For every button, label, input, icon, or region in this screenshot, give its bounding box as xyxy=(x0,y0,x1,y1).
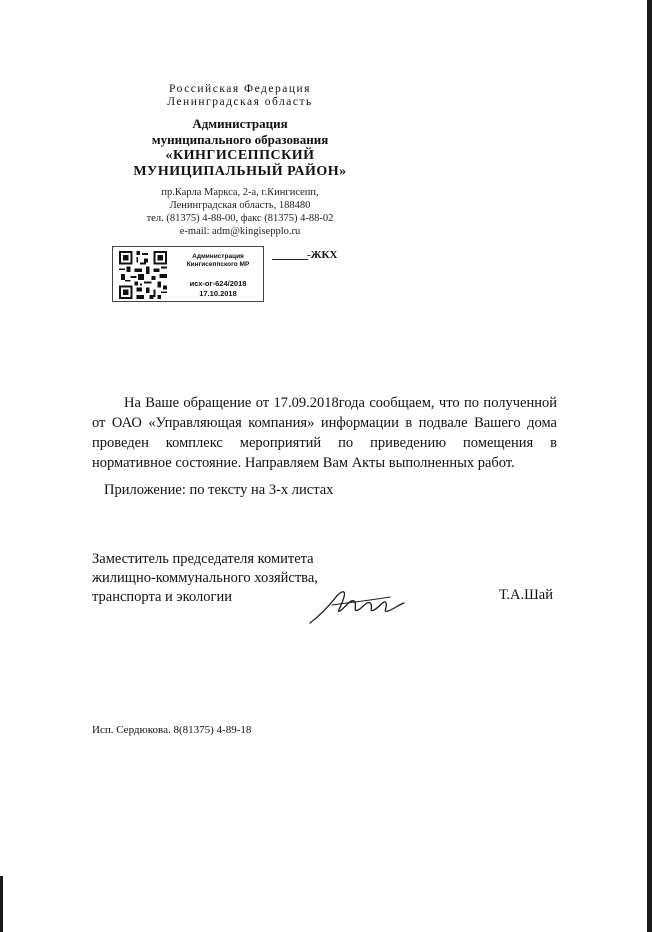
stamp-outgoing-number: исх-ог-624/2018 xyxy=(189,279,247,288)
signer-title-line-1: Заместитель председателя комитета xyxy=(92,551,314,567)
scan-edge-right xyxy=(647,0,652,932)
reference-underline xyxy=(272,259,308,260)
signer-title xyxy=(92,550,318,607)
region-line: Ленинградская область xyxy=(167,96,313,108)
stamp-admin-label xyxy=(175,253,261,268)
org-line-3: «КИНГИСЕППСКИЙ xyxy=(165,148,315,163)
handwritten-signature xyxy=(306,583,412,627)
stamp-date: 17.10.2018 xyxy=(199,289,237,298)
organization-block xyxy=(80,116,400,180)
executor-contact: Исп. Сердюкова. 8(81375) 4-89-18 xyxy=(92,724,252,736)
reference-suffix: -ЖКХ xyxy=(307,249,338,261)
address-line: пр.Карла Маркса, 2-а, г.Кингисепп, xyxy=(161,187,319,198)
registration-stamp xyxy=(112,246,264,302)
org-line-1: Администрация xyxy=(192,116,288,131)
scan-edge-left xyxy=(0,876,3,932)
letter-body: На Ваше обращение от 17.09.2018года сообщаем, что по полученной от ОАО «Управляющая компания» информации в подвале Вашего дома проведен комплекс мероприятий по приведению помещения в нормативное состояние. Направляем Вам Акты выполненных работ. xyxy=(92,395,557,471)
address-line: Ленинградская область, 188480 xyxy=(169,200,311,211)
signer-title-line-3: транспорта и экологии xyxy=(92,589,232,605)
qr-code-icon xyxy=(119,251,167,299)
signer-name: Т.А.Шай xyxy=(499,587,553,603)
attachment-note: Приложение: по тексту на 3-х листах xyxy=(104,482,334,498)
stamp-admin-line-2: Кингисеппского МР xyxy=(186,260,250,268)
phone-line: тел. (81375) 4-88-00, факс (81375) 4-88-02 xyxy=(146,213,334,224)
email-line: e-mail: adm@kingisepplo.ru xyxy=(179,226,301,237)
address-block xyxy=(80,186,400,238)
country-block xyxy=(80,83,400,109)
country-line: Российская Федерация xyxy=(169,83,311,95)
org-line-2: муниципального образования xyxy=(151,132,329,147)
org-line-4: МУНИЦИПАЛЬНЫЙ РАЙОН» xyxy=(133,164,347,179)
signer-title-line-2: жилищно-коммунального хозяйства, xyxy=(92,570,318,586)
stamp-admin-line-1: Администрация xyxy=(192,253,244,260)
